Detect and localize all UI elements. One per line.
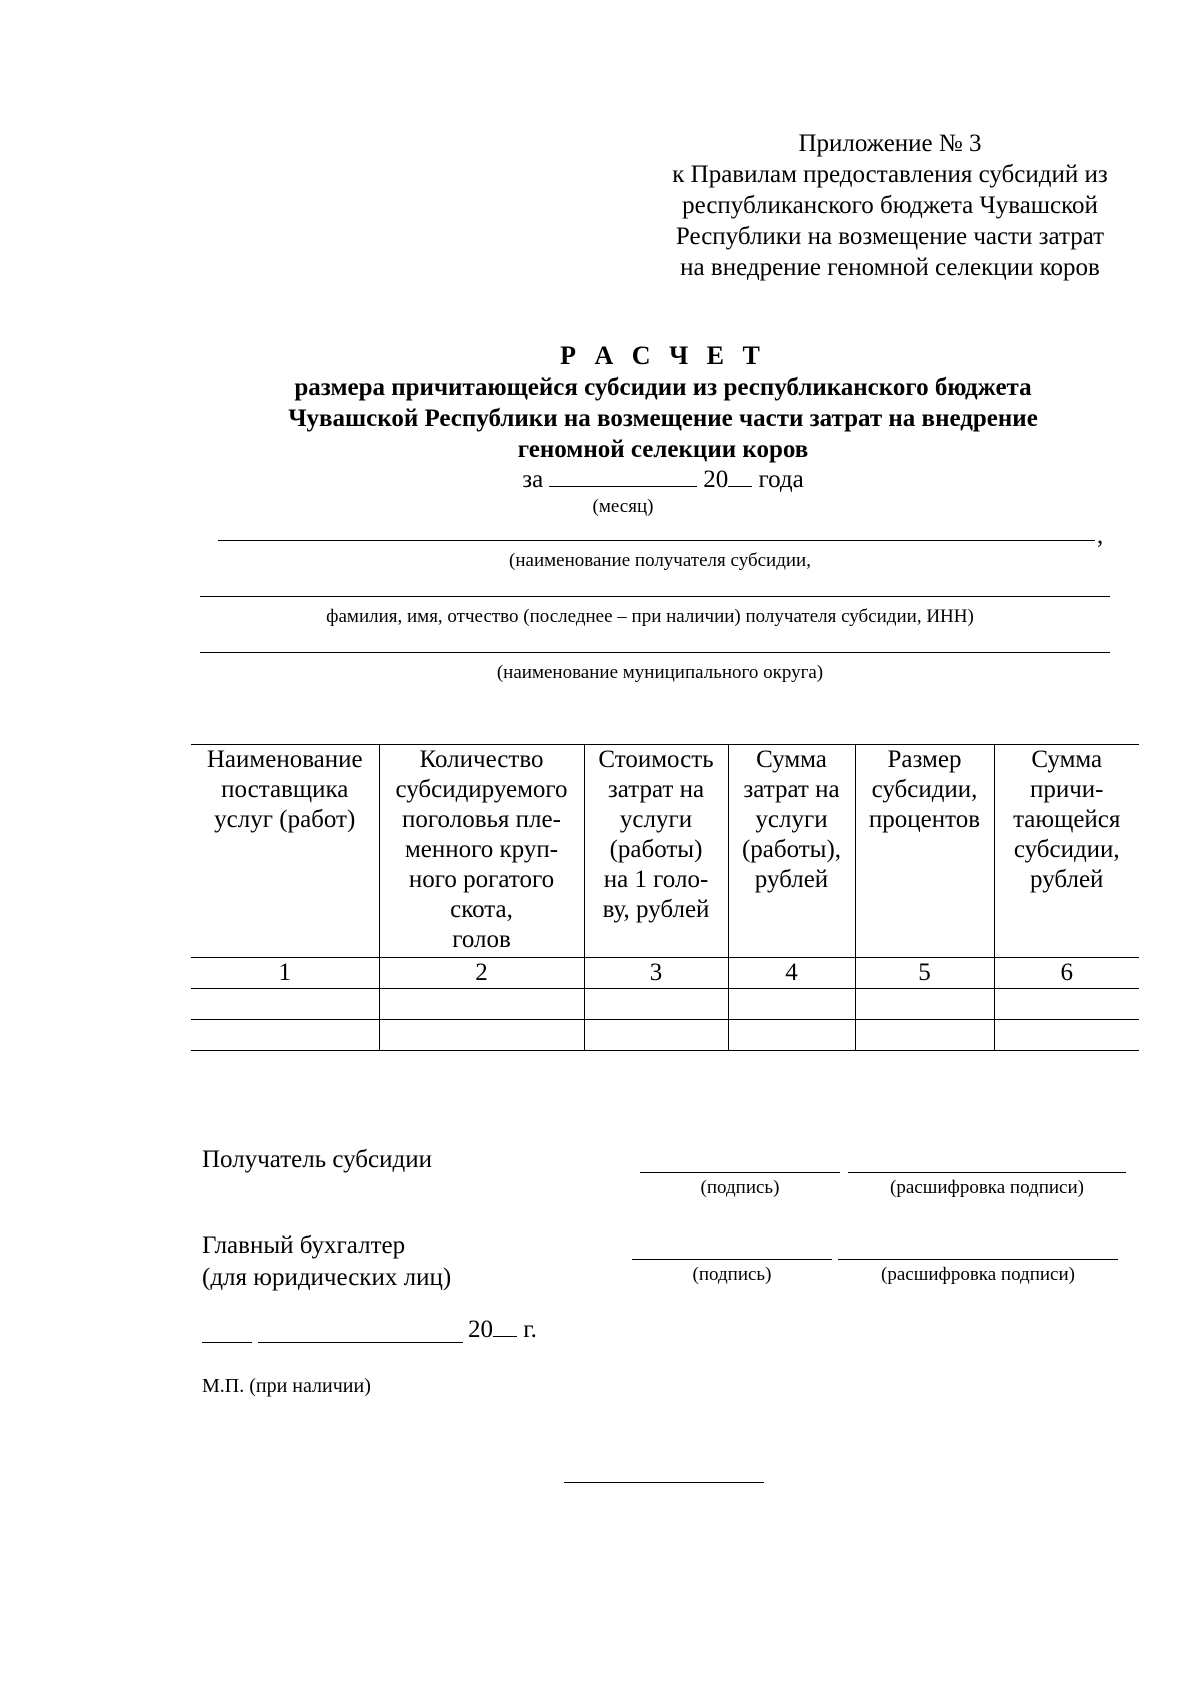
calculation-table	[191, 744, 1139, 1051]
recipient-fio-field[interactable]	[200, 596, 1110, 597]
column-number: 5	[855, 958, 994, 989]
recipient-signature-field[interactable]	[640, 1172, 840, 1173]
table-cell[interactable]	[379, 989, 584, 1020]
column-header-total-cost: Сумма затрат на услуги (работы), рублей	[728, 745, 855, 958]
table-cell[interactable]	[855, 1020, 994, 1051]
municipality-field[interactable]	[200, 652, 1110, 653]
accountant-label: Главный бухгалтер	[202, 1232, 406, 1259]
date-day-field[interactable]	[202, 1342, 252, 1343]
date-year-field[interactable]	[493, 1316, 517, 1337]
appendix-line: Приложение № 3	[798, 130, 982, 157]
document-title: Р А С Ч Е Т	[560, 341, 766, 370]
recipient-decode-caption: (расшифровка подписи)	[890, 1177, 1084, 1198]
document-subtitle-line: Чувашской Республики на возмещение части затрат на внедрение	[288, 405, 1038, 432]
accountant-label-note: (для юридических лиц)	[202, 1264, 452, 1291]
table-cell[interactable]	[191, 1020, 379, 1051]
period-year: 20	[703, 466, 729, 493]
table-row	[191, 989, 1139, 1020]
table-cell[interactable]	[994, 1020, 1139, 1051]
appendix-line: республиканского бюджета Чувашской	[682, 192, 1098, 219]
column-header-subsidy-amount: Сумма причи- тающейся субсидии, рублей	[994, 745, 1139, 958]
table-cell[interactable]	[379, 1020, 584, 1051]
appendix-line: Республики на возмещение части затрат	[675, 223, 1105, 250]
recipient-name-field[interactable]	[218, 540, 1095, 541]
period-line	[0, 465, 1200, 495]
accountant-decode-caption: (расшифровка подписи)	[881, 1264, 1075, 1285]
appendix-header	[640, 128, 1140, 283]
recipient-name-caption: (наименование получателя субсидии,	[509, 550, 811, 571]
column-number: 4	[728, 958, 855, 989]
column-header-subsidy-percent: Размер субсидии, процентов	[855, 745, 994, 958]
recipient-fio-caption: фамилия, имя, отчество (последнее – при наличии) получателя субсидии, ИНН)	[326, 606, 974, 627]
table-row	[191, 1020, 1139, 1051]
column-number: 1	[191, 958, 379, 989]
appendix-line: к Правилам предоставления субсидий из	[672, 161, 1108, 188]
column-number: 3	[584, 958, 728, 989]
year-blank-field[interactable]	[728, 466, 752, 487]
column-header-livestock-count: Количество субсидируемого поголовья пле- менного круп- ного рогатого скота, голов	[379, 745, 584, 958]
table-cell[interactable]	[584, 1020, 728, 1051]
document-title-block	[0, 340, 1200, 519]
appendix-line: на внедрение геномной селекции коров	[680, 254, 1100, 281]
table-header-row	[191, 745, 1139, 958]
stamp-note: М.П. (при наличии)	[202, 1375, 371, 1397]
date-month-field[interactable]	[258, 1342, 463, 1343]
recipient-comma: ,	[1097, 522, 1104, 549]
table-cell[interactable]	[994, 989, 1139, 1020]
recipient-signature-caption: (подпись)	[700, 1177, 780, 1198]
document-subtitle-line: геномной селекции коров	[517, 436, 809, 463]
accountant-signature-caption: (подпись)	[692, 1264, 772, 1285]
period-suffix: года	[758, 466, 804, 493]
recipient-decode-field[interactable]	[848, 1172, 1126, 1173]
separator-line	[564, 1482, 764, 1483]
period-prefix: за	[522, 466, 544, 493]
column-number: 2	[379, 958, 584, 989]
table-cell[interactable]	[855, 989, 994, 1020]
municipality-caption: (наименование муниципального округа)	[496, 662, 824, 683]
accountant-decode-field[interactable]	[838, 1259, 1118, 1260]
recipient-signature-label: Получатель субсидии	[202, 1146, 432, 1173]
table-cell[interactable]	[584, 989, 728, 1020]
accountant-signature-field[interactable]	[632, 1259, 832, 1260]
table-cell[interactable]	[728, 1020, 855, 1051]
table-cell[interactable]	[191, 989, 379, 1020]
month-blank-field[interactable]	[549, 466, 697, 487]
column-number-row	[191, 958, 1139, 989]
column-number: 6	[994, 958, 1139, 989]
document-subtitle-line: размера причитающейся субсидии из республиканского бюджета	[294, 374, 1032, 401]
column-header-supplier: Наименование поставщика услуг (работ)	[191, 745, 379, 958]
column-header-cost-per-head: Стоимость затрат на услуги (работы) на 1 голо- ву, рублей	[584, 745, 728, 958]
table-cell[interactable]	[728, 989, 855, 1020]
date-year-label: 20 г.	[468, 1316, 537, 1343]
month-hint: (месяц)	[592, 496, 654, 517]
